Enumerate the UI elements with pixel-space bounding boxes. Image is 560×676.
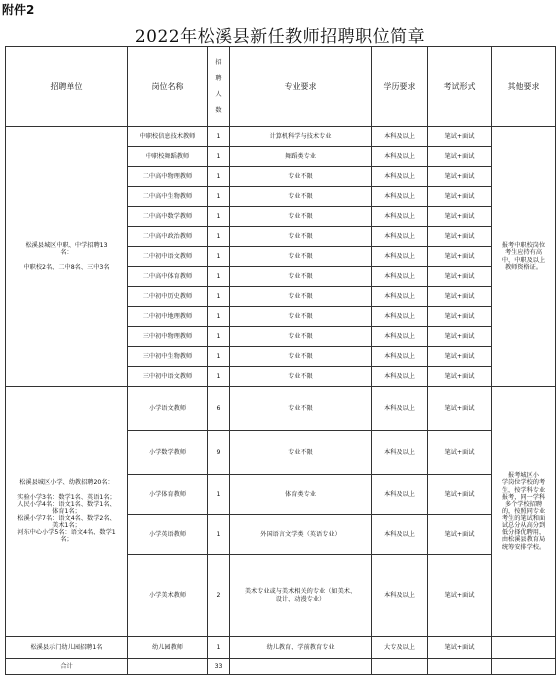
exam-cell: 笔试+面试 <box>428 327 492 347</box>
table-row <box>6 127 556 147</box>
education-cell: 本科及以上 <box>372 387 428 431</box>
exam-cell: 笔试+面试 <box>428 127 492 147</box>
count-cell: 1 <box>208 147 230 167</box>
count-cell: 1 <box>208 307 230 327</box>
education-cell: 大专及以上 <box>372 637 428 659</box>
empty-cell <box>230 659 372 675</box>
education-cell: 本科及以上 <box>372 147 428 167</box>
education-cell: 本科及以上 <box>372 327 428 347</box>
count-cell: 1 <box>208 167 230 187</box>
exam-cell: 笔试+面试 <box>428 167 492 187</box>
count-cell: 1 <box>208 287 230 307</box>
exam-cell: 笔试+面试 <box>428 431 492 475</box>
count-cell: 1 <box>208 347 230 367</box>
major-cell: 计算机科学与技术专业 <box>230 127 372 147</box>
header-count-char: 数 <box>215 106 222 114</box>
position-cell: 三中初中物理教师 <box>128 327 208 347</box>
major-cell: 专业不限 <box>230 347 372 367</box>
count-cell: 1 <box>208 367 230 387</box>
education-cell: 本科及以上 <box>372 267 428 287</box>
count-cell: 1 <box>208 267 230 287</box>
major-cell: 专业不限 <box>230 307 372 327</box>
exam-cell: 笔试+面试 <box>428 147 492 167</box>
position-cell: 小学英语教师 <box>128 515 208 555</box>
unit-cell-line: 松溪县城区小学、幼教招聘20名： <box>19 479 114 487</box>
other-cell <box>492 637 556 659</box>
exam-cell: 笔试+面试 <box>428 387 492 431</box>
count-cell: 1 <box>208 227 230 247</box>
exam-cell: 笔试+面试 <box>428 287 492 307</box>
exam-cell: 笔试+面试 <box>428 247 492 267</box>
table-row <box>6 387 556 431</box>
total-count: 33 <box>208 659 230 675</box>
exam-cell: 笔试+面试 <box>428 227 492 247</box>
other-cell <box>492 127 556 387</box>
education-cell: 本科及以上 <box>372 367 428 387</box>
document-title: 2022年松溪县新任教师招聘职位简章 <box>134 27 426 47</box>
count-cell: 6 <box>208 387 230 431</box>
major-cell-line: 设计、动漫专业） <box>275 595 326 603</box>
position-cell: 小学语文教师 <box>128 387 208 431</box>
total-row <box>6 659 556 675</box>
recruitment-table <box>5 46 556 675</box>
header-row <box>6 47 556 127</box>
other-cell-line: 低分择优聘用， <box>501 529 546 537</box>
header-count-char: 聘 <box>215 74 222 82</box>
other-cell <box>492 387 556 637</box>
count-cell: 9 <box>208 431 230 475</box>
count-cell: 1 <box>208 637 230 659</box>
total-label: 合计 <box>6 659 128 675</box>
other-cell-line: 学岗位学校的考 <box>501 479 546 487</box>
major-cell-line: 美术专业或与美术相关的专业（如美术、 <box>244 588 357 596</box>
empty-cell <box>128 659 208 675</box>
empty-cell <box>372 659 428 675</box>
unit-cell-line <box>6 257 127 264</box>
exam-cell: 笔试+面试 <box>428 347 492 367</box>
position-cell: 二中高中生物教师 <box>128 187 208 207</box>
major-cell: 专业不限 <box>230 267 372 287</box>
exam-cell: 笔试+面试 <box>428 267 492 287</box>
exam-cell: 笔试+面试 <box>428 475 492 515</box>
header-other: 其他要求 <box>492 47 556 127</box>
major-cell: 外国语言文学类（英语专业） <box>230 515 372 555</box>
unit-cell-line: 名； <box>60 536 73 544</box>
count-cell: 1 <box>208 127 230 147</box>
unit-cell-line: 体育1名； <box>52 507 81 515</box>
education-cell: 本科及以上 <box>372 167 428 187</box>
major-cell: 专业不限 <box>230 327 372 347</box>
major-cell: 舞蹈类专业 <box>230 147 372 167</box>
other-cell-line: 由松溪县教育局 <box>501 536 546 544</box>
education-cell: 本科及以上 <box>372 307 428 327</box>
education-cell: 本科及以上 <box>372 347 428 367</box>
other-cell-line: 多个学校招聘 <box>504 500 543 508</box>
other-cell-line: 考生应持有高 <box>504 249 543 257</box>
count-cell: 1 <box>208 327 230 347</box>
unit-cell-line: 松溪县城区中职、中学招聘13 <box>25 242 108 250</box>
major-cell: 专业不限 <box>230 367 372 387</box>
major-cell <box>230 555 372 637</box>
major-cell: 专业不限 <box>230 247 372 267</box>
count-cell: 2 <box>208 555 230 637</box>
count-cell: 1 <box>208 515 230 555</box>
position-cell: 二中初中地理教师 <box>128 307 208 327</box>
unit-cell <box>6 127 128 387</box>
position-cell: 二中初中语文教师 <box>128 247 208 267</box>
other-cell-line: 生，按学科专业 <box>501 486 546 494</box>
position-cell: 三中初中语文教师 <box>128 367 208 387</box>
major-cell: 专业不限 <box>230 207 372 227</box>
position-cell: 二中高中物理教师 <box>128 167 208 187</box>
major-cell: 体育类专业 <box>230 475 372 515</box>
other-cell-line: 教师资格证。 <box>504 263 543 271</box>
education-cell: 本科及以上 <box>372 127 428 147</box>
education-cell: 本科及以上 <box>372 207 428 227</box>
unit-cell-line: 中职校2名、二中8名、三中3名 <box>23 263 110 271</box>
position-cell: 三中初中生物教师 <box>128 347 208 367</box>
position-cell: 中职校信息技术教师 <box>128 127 208 147</box>
other-cell-line: 统筹安排学校。 <box>501 543 546 551</box>
education-cell: 本科及以上 <box>372 287 428 307</box>
header-count-char: 人 <box>215 90 222 98</box>
exam-cell: 笔试+面试 <box>428 207 492 227</box>
header-education: 学历要求 <box>372 47 428 127</box>
header-count <box>208 47 230 127</box>
position-cell: 小学数学教师 <box>128 431 208 475</box>
position-cell: 中职校舞蹈教师 <box>128 147 208 167</box>
exam-cell: 笔试+面试 <box>428 555 492 637</box>
attachment-label: 附件2 <box>2 3 35 17</box>
unit-cell-line: 河东中心小学5名：语文4名、数学1 <box>17 529 116 537</box>
count-cell: 1 <box>208 187 230 207</box>
other-cell-line: 中、中职及以上 <box>501 256 546 264</box>
unit-cell-line: 人民小学4名：语文1名、数学1名、 <box>17 500 116 508</box>
education-cell: 本科及以上 <box>372 247 428 267</box>
table-row <box>6 637 556 659</box>
header-position: 岗位名称 <box>128 47 208 127</box>
header-major: 专业要求 <box>230 47 372 127</box>
position-cell: 幼儿园教师 <box>128 637 208 659</box>
position-cell: 小学体育教师 <box>128 475 208 515</box>
other-cell-line: 考生的笔试和面 <box>501 515 546 523</box>
position-cell: 二中初中历史教师 <box>128 287 208 307</box>
exam-cell: 笔试+面试 <box>428 307 492 327</box>
other-cell-line: 报考中职校岗位 <box>501 242 546 250</box>
other-cell-line: 试总分从高分到 <box>501 522 546 530</box>
education-cell: 本科及以上 <box>372 227 428 247</box>
exam-cell: 笔试+面试 <box>428 515 492 555</box>
header-unit: 招聘单位 <box>6 47 128 127</box>
count-cell: 1 <box>208 247 230 267</box>
unit-cell-line: 实验小学3名：数学1名、英语1名； <box>17 493 116 501</box>
education-cell: 本科及以上 <box>372 555 428 637</box>
major-cell: 专业不限 <box>230 227 372 247</box>
other-cell-line: 的，按照同专业 <box>501 507 546 515</box>
position-cell: 二中高中数学教师 <box>128 207 208 227</box>
education-cell: 本科及以上 <box>372 187 428 207</box>
major-cell: 专业不限 <box>230 431 372 475</box>
other-cell-line: 报考，同一学科 <box>501 493 546 501</box>
education-cell: 本科及以上 <box>372 515 428 555</box>
exam-cell: 笔试+面试 <box>428 367 492 387</box>
unit-cell-line <box>6 487 127 494</box>
empty-cell <box>492 659 556 675</box>
unit-cell-line: 美术1名； <box>52 522 81 530</box>
position-cell: 二中高中政治教师 <box>128 227 208 247</box>
major-cell: 专业不限 <box>230 287 372 307</box>
major-cell: 专业不限 <box>230 167 372 187</box>
unit-cell <box>6 387 128 637</box>
major-cell: 幼儿教育、学前教育专业 <box>230 637 372 659</box>
exam-cell: 笔试+面试 <box>428 637 492 659</box>
education-cell: 本科及以上 <box>372 475 428 515</box>
other-cell-line: 报考城区小 <box>508 472 539 480</box>
major-cell: 专业不限 <box>230 187 372 207</box>
exam-cell: 笔试+面试 <box>428 187 492 207</box>
empty-cell <box>428 659 492 675</box>
education-cell: 本科及以上 <box>372 431 428 475</box>
position-cell: 小学美术教师 <box>128 555 208 637</box>
count-cell: 1 <box>208 475 230 515</box>
header-exam: 考试形式 <box>428 47 492 127</box>
unit-cell-line: 名： <box>60 249 73 257</box>
header-count-char: 招 <box>215 58 222 66</box>
major-cell: 专业不限 <box>230 387 372 431</box>
unit-cell: 松溪县示门幼儿园招聘1名 <box>6 637 128 659</box>
position-cell: 二中高中体育教师 <box>128 267 208 287</box>
count-cell: 1 <box>208 207 230 227</box>
unit-cell-line: 松溪小学7名：语文4名、数学2名、 <box>17 515 116 523</box>
